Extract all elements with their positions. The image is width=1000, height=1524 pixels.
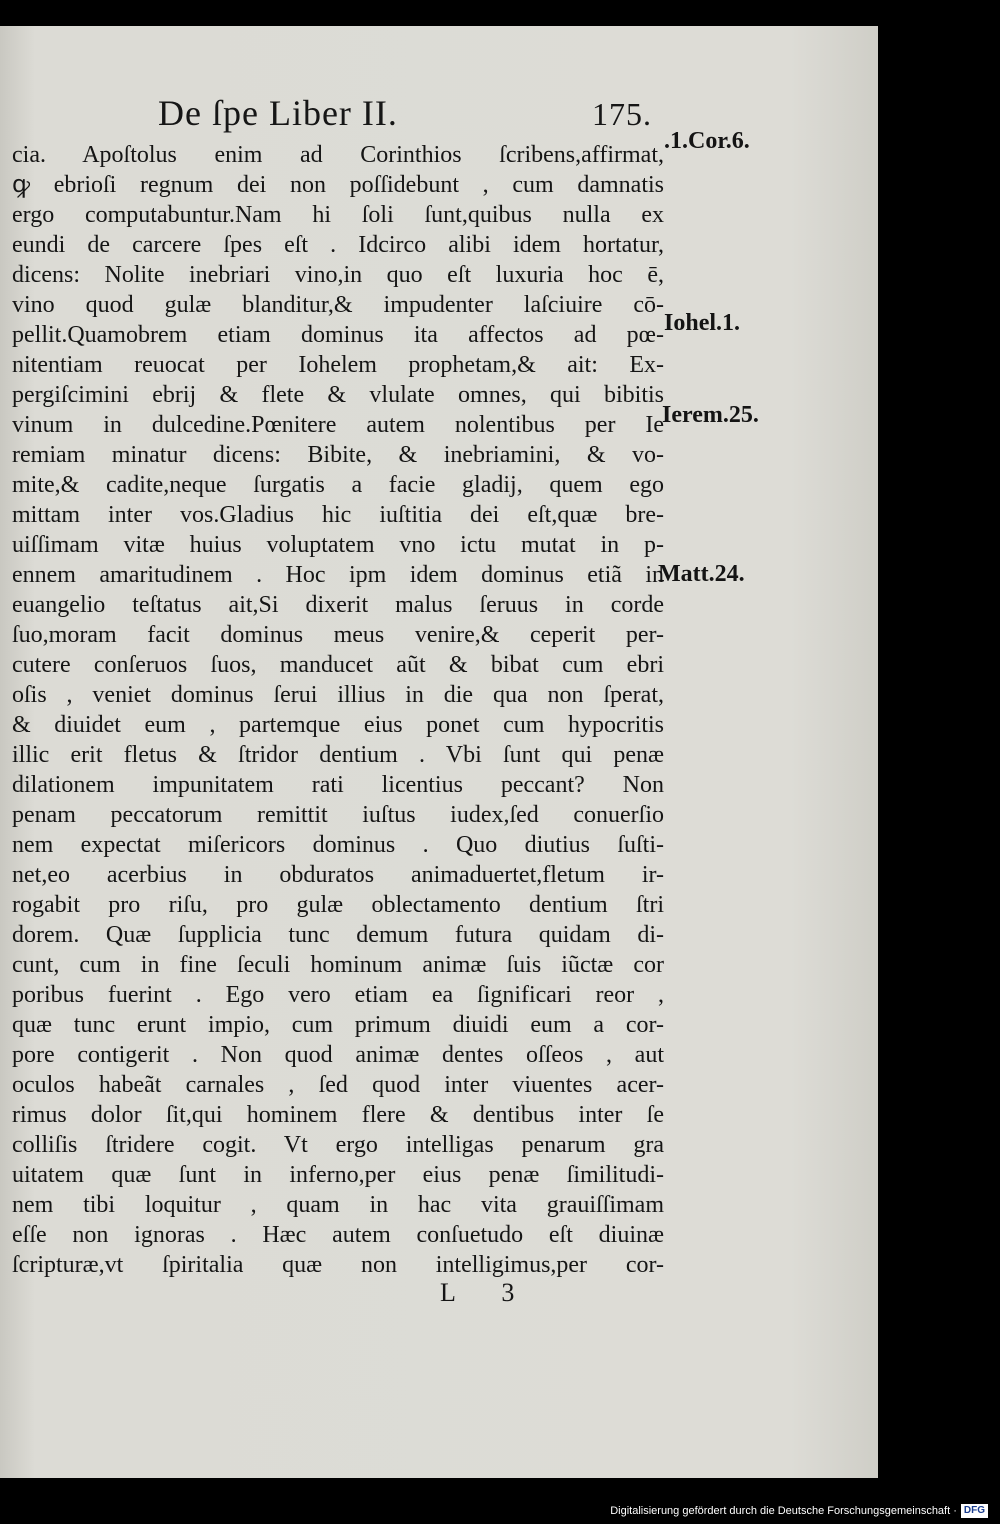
margin-note-iohel: Iohel.1. (664, 310, 741, 336)
text-line: illic erit fletus & ſtridor dentium . Vbi ſunt qui penæ (12, 742, 664, 768)
text-line: nem expectat miſericors dominus . Quo diutius ſuſti- (12, 832, 664, 858)
text-line: cia. Apoſtolus enim ad Corinthios ſcribens,affirmat, (12, 142, 664, 168)
signature-mark: L 3 (440, 1278, 535, 1307)
running-title: De ſpe Liber II. (158, 93, 398, 133)
text-line: eſſe non ignoras . Hæc autem conſuetudo eſt diuinæ (12, 1222, 664, 1248)
text-line: mittam inter vos.Gladius hic iuſtitia dei eſt,quæ bre- (12, 502, 664, 528)
text-line: poribus fuerint . Ego vero etiam ea ſignificari reor , (12, 982, 664, 1008)
text-line: nem tibi loquitur , quam in hac vita grauiſſimam (12, 1192, 664, 1218)
text-line: eundi de carcere ſpes eſt . Idcirco alibi idem hortatur, (12, 232, 664, 258)
text-line: euangelio teſtatus ait,Si dixerit malus ſeruus in corde (12, 592, 664, 618)
text-line: cutere conſeruos ſuos, manducet aũt & bibat cum ebri (12, 652, 664, 678)
text-line: uiſſimam vitæ huius voluptatem vno ictu mutat in p- (12, 532, 664, 558)
text-line: oſis , veniet dominus ſerui illius in die qua non ſperat, (12, 682, 664, 708)
text-line: mite,& cadite,neque ſurgatis a facie gladij, quem ego (12, 472, 664, 498)
text-line: & diuidet eum , partemque eius ponet cum hypocritis (12, 712, 664, 738)
text-line: vino quod gulæ blanditur,& impudenter laſciuire cō- (12, 292, 664, 318)
margin-note-ierem: Ierem.25. (662, 402, 759, 428)
text-line: colliſis ſtridere cogit. Vt ergo intelligas penarum gra (12, 1132, 664, 1158)
text-line: pergiſcimini ebrij & flete & vlulate omnes, qui bibitis (12, 382, 664, 408)
text-line: penam peccatorum remittit iuſtus iudex,ſed conuerſio (12, 802, 664, 828)
text-line: oculos habeãt carnales , ſed quod inter viuentes acer- (12, 1072, 664, 1098)
text-line: remiam minatur dicens: Bibite, & inebriamini, & vo- (12, 442, 664, 468)
text-line: uitatem quæ ſunt in inferno,per eius penæ ſimilitudi- (12, 1162, 664, 1188)
text-line: pellit.Quamobrem etiam dominus ita affectos ad pœ- (12, 322, 664, 348)
page-number: 175. (592, 96, 652, 132)
running-header (158, 92, 652, 134)
text-line: dicens: Nolite inebriari vino,in quo eſt luxuria hoc ē, (12, 262, 664, 288)
footer-text: Digitalisierung gefördert durch die Deutsche Forschungsgemeinschaft · (610, 1505, 957, 1517)
text-line: ꝙ ebrioſi regnum dei non poſſidebunt , cum damnatis (12, 172, 664, 198)
body-text (12, 140, 664, 1280)
text-line: rogabit pro riſu, pro gulæ oblectamento dentium ſtri (12, 892, 664, 918)
text-line: rimus dolor ſit,qui hominem flere & dentibus inter ſe (12, 1102, 664, 1128)
text-line: ſcripturæ,vt ſpiritalia quæ non intelligimus,per cor- (12, 1252, 664, 1278)
text-line: pore contigerit . Non quod animæ dentes oſſeos , aut (12, 1042, 664, 1068)
text-line: nitentiam reuocat per Iohelem prophetam,& ait: Ex- (12, 352, 664, 378)
text-line: ſuo,moram facit dominus meus venire,& ceperit per- (12, 622, 664, 648)
text-line: cunt, cum in fine ſeculi hominum animæ ſuis iũctæ cor (12, 952, 664, 978)
margin-note-1cor: .1.Cor.6. (664, 128, 750, 154)
text-line: quæ tunc erunt impio, cum primum diuidi eum a cor- (12, 1012, 664, 1038)
text-line: dorem. Quæ ſupplicia tunc demum futura quidam di- (12, 922, 664, 948)
text-line: vinum in dulcedine.Pœnitere autem nolentibus per Ie (12, 412, 664, 438)
text-line: dilationem impunitatem rati licentius peccant? Non (12, 772, 664, 798)
margin-note-matt: Matt.24. (658, 561, 745, 587)
footer-credit (610, 1502, 988, 1520)
text-line: ergo computabuntur.Nam hi ſoli ſunt,quibus nulla ex (12, 202, 664, 228)
dfg-logo: DFG (961, 1504, 988, 1518)
text-line: net,eo acerbius in obduratos animaduertet,fletum ir- (12, 862, 664, 888)
text-line: ennem amaritudinem . Hoc ipm idem dominus etiã in (12, 562, 664, 588)
